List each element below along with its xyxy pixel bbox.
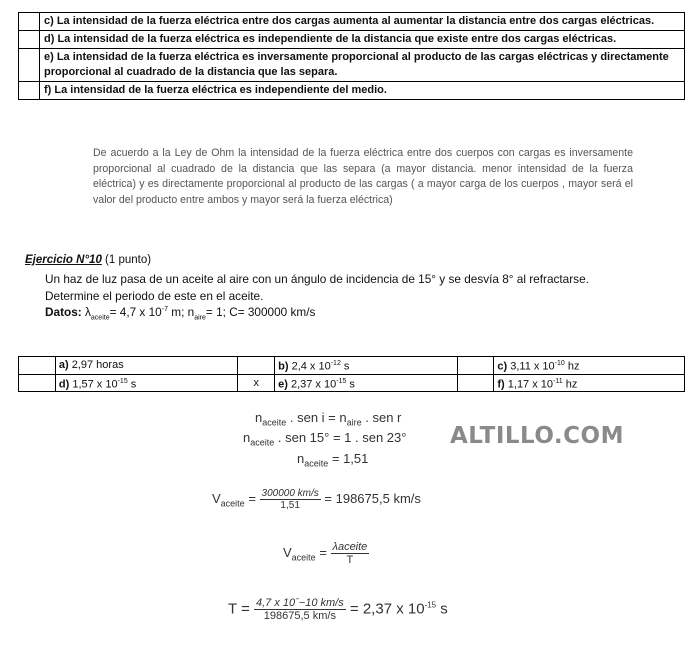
equation-snell xyxy=(255,410,401,428)
option-c xyxy=(494,357,685,375)
eq-term: V xyxy=(212,490,221,506)
eq-term: n xyxy=(255,410,263,425)
eq-term: = 198675,5 km/s xyxy=(320,490,421,506)
eq-denominator: 198675,5 km/s xyxy=(263,610,336,622)
statement-mark-cell xyxy=(19,31,40,49)
lambda-unit: m; n xyxy=(167,305,195,319)
datos-label: Datos: xyxy=(45,305,82,319)
options-row xyxy=(19,357,685,375)
eq-fraction xyxy=(331,541,370,566)
eq-subscript: aceite xyxy=(304,458,329,469)
exercise-data xyxy=(45,305,315,321)
option-value: 2,37 x 10 xyxy=(290,378,337,391)
option-unit: s xyxy=(127,378,137,391)
option-letter: d) xyxy=(58,378,70,391)
option-letter: b) xyxy=(278,360,289,373)
option-value: 1,17 x 10 xyxy=(507,378,554,391)
statements-table xyxy=(18,12,685,100)
equation-period-def xyxy=(283,541,369,566)
eq-subscript: aire xyxy=(346,417,362,428)
option-exponent: -15 xyxy=(117,377,128,385)
statement-text: d) La intensidad de la fuerza eléctrica es independiente de la distancia que existe entre dos cargas eléctricas. xyxy=(40,31,685,49)
statement-row xyxy=(19,13,685,31)
option-b xyxy=(275,357,457,375)
statement-row xyxy=(19,31,685,49)
eq-subscript: aceite xyxy=(262,417,287,428)
exercise-label: Ejercicio N°10 xyxy=(25,254,102,266)
eq-term: . sen 15° = 1 . sen 23° xyxy=(274,430,407,445)
equation-velocity xyxy=(212,488,421,511)
option-exponent: -10 xyxy=(554,360,565,367)
watermark-logo: ALTILLO.COM xyxy=(450,423,624,449)
n-subscript: aire xyxy=(194,314,206,322)
eq-term: . sen r xyxy=(361,410,402,425)
exercise-question: Un haz de luz pasa de un aceite al aire con un ángulo de incidencia de 15° y se desvía 8° al refractarse. Determine el periodo de este en el aceite. xyxy=(45,272,589,303)
option-unit: s xyxy=(346,378,355,391)
option-f-mark[interactable] xyxy=(457,374,494,392)
eq-fraction xyxy=(260,488,321,511)
option-e-mark[interactable]: x xyxy=(238,374,275,392)
option-e xyxy=(275,374,457,392)
equation-substitution xyxy=(243,430,406,448)
option-c-mark[interactable] xyxy=(457,357,494,375)
eq-exponent: -15 xyxy=(424,600,437,610)
option-value: 2,97 horas xyxy=(71,359,124,372)
option-b-mark[interactable] xyxy=(238,357,275,375)
eq-term: V xyxy=(283,544,292,560)
eq-term: = 1,51 xyxy=(328,451,369,466)
option-unit: hz xyxy=(562,378,578,391)
eq-term: = xyxy=(244,490,260,506)
eq-fraction xyxy=(254,597,346,622)
options-table xyxy=(18,356,685,392)
exercise-heading xyxy=(25,254,151,266)
option-letter: e) xyxy=(278,378,288,391)
option-exponent: -12 xyxy=(330,360,341,367)
lambda-value: = 4,7 x 10 xyxy=(109,305,162,319)
statement-mark-cell xyxy=(19,49,40,82)
eq-numerator: 4,7 x 10ˉ−10 km/s xyxy=(256,597,344,609)
option-unit: hz xyxy=(564,360,580,373)
equation-n-result xyxy=(297,451,368,469)
option-d-mark[interactable] xyxy=(19,374,56,392)
eq-subscript: aceite xyxy=(220,498,245,509)
option-letter: a) xyxy=(58,359,69,372)
equation-period-result xyxy=(228,597,448,622)
eq-term: . sen i = n xyxy=(286,410,347,425)
statement-text: f) La intensidad de la fuerza eléctrica es independiente del medio. xyxy=(40,82,685,100)
lambda-subscript: aceite xyxy=(90,314,110,322)
option-a-mark[interactable] xyxy=(19,357,56,375)
option-value: 2,4 x 10 xyxy=(291,360,331,373)
lambda-symbol: λ xyxy=(85,305,91,319)
option-f xyxy=(494,374,685,392)
eq-subscript: aceite xyxy=(291,552,316,563)
statement-row xyxy=(19,82,685,100)
option-exponent: -11 xyxy=(553,377,563,385)
eq-numerator: 300000 km/s xyxy=(261,488,319,499)
eq-term: = xyxy=(315,544,331,560)
statement-row xyxy=(19,49,685,82)
option-d xyxy=(55,374,237,392)
lambda-exponent: -7 xyxy=(161,306,168,314)
option-unit: s xyxy=(340,360,350,373)
eq-term: n xyxy=(243,430,251,445)
statement-text: e) La intensidad de la fuerza eléctrica es inversamente proporcional al producto de las cargas eléctricas y directamente proporcional al cuadrado de la distancia que las separa. xyxy=(40,49,685,82)
statement-text: c) La intensidad de la fuerza eléctrica entre dos cargas aumenta al aumentar la distancia entre dos cargas eléctricas. xyxy=(40,13,685,31)
exercise-points: (1 punto) xyxy=(105,254,152,266)
option-letter: c) xyxy=(497,360,508,373)
statement-mark-cell xyxy=(19,13,40,31)
option-letter: f) xyxy=(497,378,505,391)
eq-denominator: 1,51 xyxy=(280,500,300,511)
n-rest: = 1; C= 300000 km/s xyxy=(205,305,316,319)
statement-mark-cell xyxy=(19,82,40,100)
eq-denominator: T xyxy=(346,554,354,566)
eq-term: = 2,37 x 10 xyxy=(345,600,425,618)
option-exponent: -15 xyxy=(336,377,347,385)
eq-subscript: aceite xyxy=(250,437,275,448)
options-row xyxy=(19,374,685,392)
eq-term: T = xyxy=(228,600,254,618)
eq-term: s xyxy=(436,600,448,618)
eq-term: n xyxy=(297,451,305,466)
option-value: 3,11 x 10 xyxy=(510,360,555,373)
explanation-paragraph: De acuerdo a la Ley de Ohm la intensidad de la fuerza eléctrica entre dos cuerpos con cargas es inversamente proporcional al cuadrado de la distancia que las separa (a mayor distancia. menor intensidad de la fuerza eléctrica) y es directamente proporcional al producto de las cargas ( a mayor carga de los cuerpos , mayor será el valor del producto entre ambos y mayor será la fuerza eléctrica) xyxy=(93,147,633,206)
option-a xyxy=(55,357,237,375)
option-value: 1,57 x 10 xyxy=(72,378,118,391)
eq-numerator: λaceite xyxy=(332,541,368,553)
